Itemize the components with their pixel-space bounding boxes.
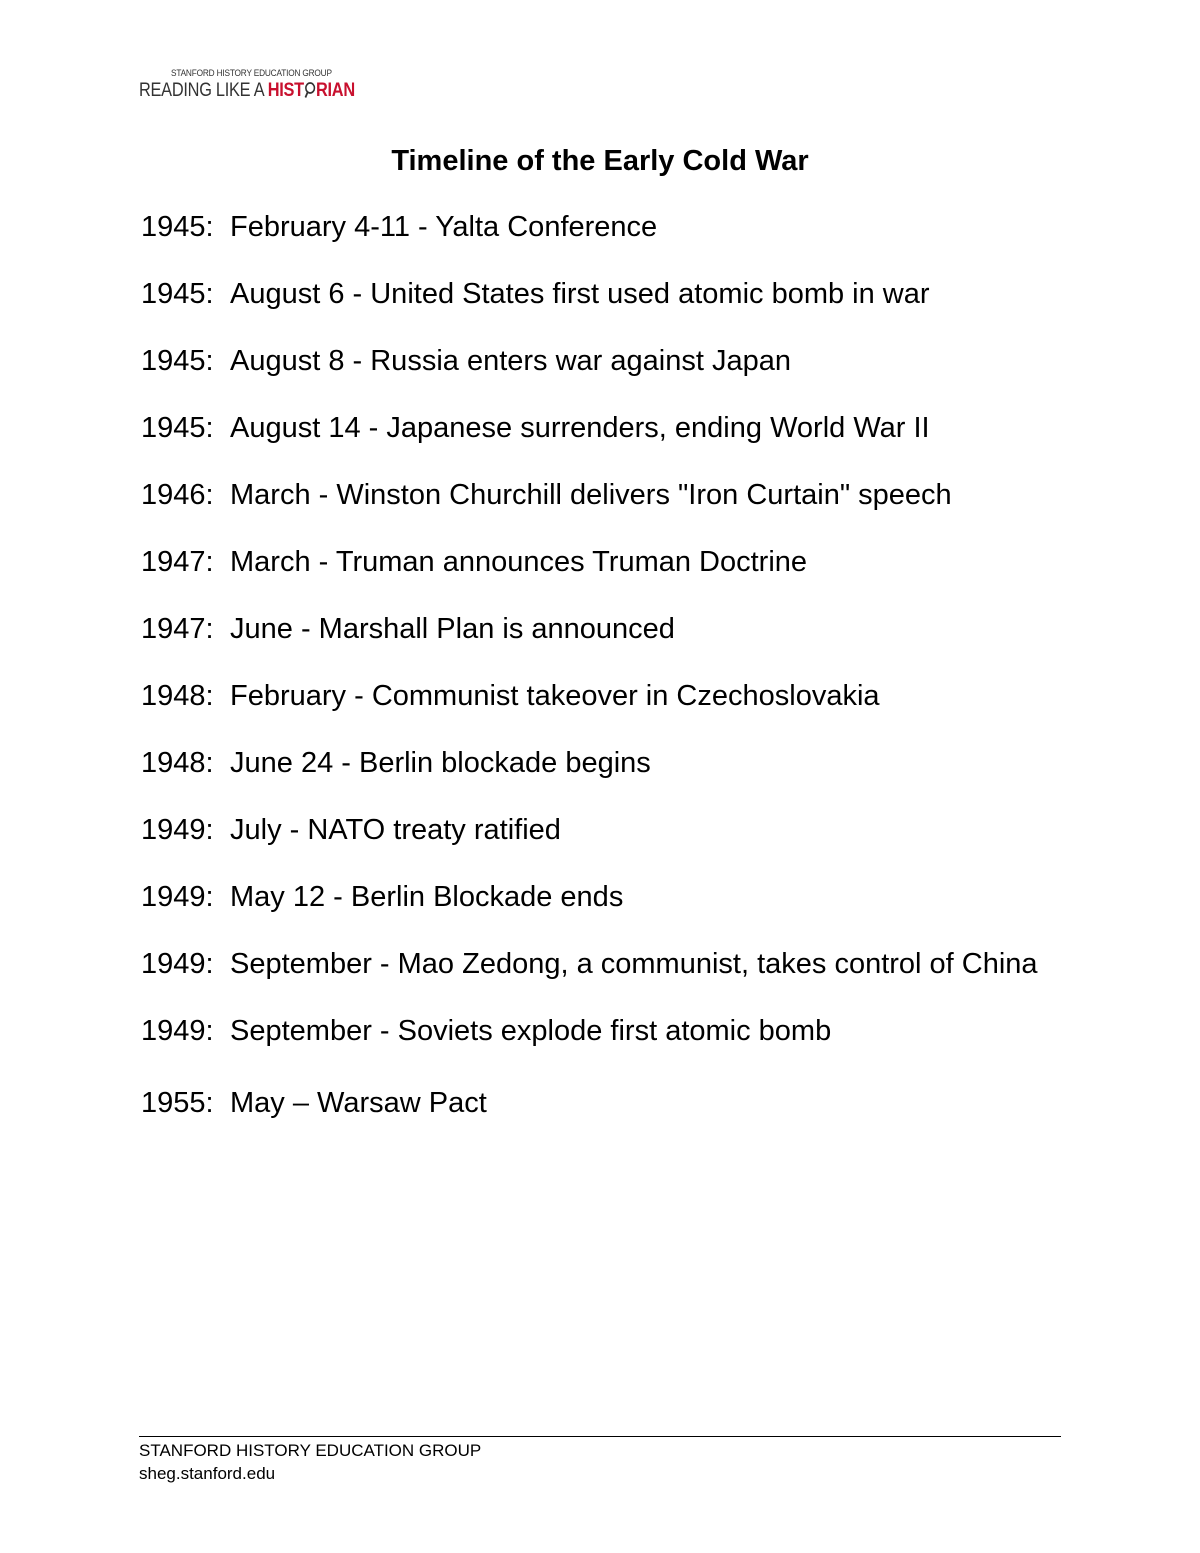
entry-year: 1955: bbox=[141, 1087, 214, 1119]
entry-text: August 6 - United States first used atomic bomb in war bbox=[230, 278, 930, 310]
footer-url: sheg.stanford.edu bbox=[139, 1464, 276, 1483]
footer-org: STANFORD HISTORY EDUCATION GROUP bbox=[139, 1441, 482, 1460]
entry-year: 1947: bbox=[141, 613, 214, 645]
logo-main-text bbox=[139, 80, 355, 102]
entry-text: February - Communist takeover in Czechoslovakia bbox=[230, 680, 880, 712]
entry-text: February 4-11 - Yalta Conference bbox=[230, 211, 658, 243]
timeline-entry bbox=[141, 343, 1041, 380]
entry-text: July - NATO treaty ratified bbox=[230, 814, 561, 846]
entry-year: 1946: bbox=[141, 479, 214, 511]
timeline-entry bbox=[141, 410, 1041, 447]
entry-year: 1947: bbox=[141, 546, 214, 578]
timeline-entry bbox=[141, 1013, 1041, 1050]
logo-red-text-1: HIST bbox=[267, 80, 304, 101]
page-title: Timeline of the Early Cold War bbox=[391, 145, 809, 177]
entry-text: June 24 - Berlin blockade begins bbox=[230, 747, 651, 779]
logo-top-text: STANFORD HISTORY EDUCATION GROUP bbox=[171, 68, 332, 78]
entry-year: 1949: bbox=[141, 814, 214, 846]
logo-red-text-2: RIAN bbox=[315, 80, 355, 101]
timeline-entry bbox=[141, 678, 1041, 715]
footer bbox=[139, 1439, 481, 1485]
entry-text: June - Marshall Plan is announced bbox=[230, 613, 675, 645]
entry-year: 1948: bbox=[141, 680, 214, 712]
entry-year: 1949: bbox=[141, 881, 214, 913]
entry-text: August 14 - Japanese surrenders, ending World War II bbox=[230, 412, 930, 444]
timeline-entry bbox=[141, 1085, 1041, 1122]
timeline-entry bbox=[141, 745, 1041, 782]
entry-text: May – Warsaw Pact bbox=[230, 1087, 487, 1119]
entry-year: 1945: bbox=[141, 278, 214, 310]
timeline-list bbox=[141, 209, 1041, 1122]
magnifying-glass-icon bbox=[304, 81, 316, 99]
entry-text: August 8 - Russia enters war against Japan bbox=[230, 345, 791, 377]
entry-text: September - Mao Zedong, a communist, takes control of China bbox=[230, 948, 1038, 980]
entry-text: March - Winston Churchill delivers "Iron Curtain" speech bbox=[230, 479, 952, 511]
entry-year: 1945: bbox=[141, 211, 214, 243]
entry-year: 1948: bbox=[141, 747, 214, 779]
timeline-entry bbox=[141, 544, 1041, 581]
entry-text: March - Truman announces Truman Doctrine bbox=[230, 546, 808, 578]
entry-text: May 12 - Berlin Blockade ends bbox=[230, 881, 624, 913]
timeline-entry bbox=[141, 209, 1041, 246]
timeline-entry bbox=[141, 879, 1041, 916]
timeline-entry bbox=[141, 477, 1041, 514]
timeline-entry bbox=[141, 946, 1041, 983]
timeline-entry bbox=[141, 611, 1041, 648]
entry-text: September - Soviets explode first atomic bomb bbox=[230, 1015, 832, 1047]
entry-year: 1945: bbox=[141, 412, 214, 444]
entry-year: 1949: bbox=[141, 1015, 214, 1047]
entry-year: 1945: bbox=[141, 345, 214, 377]
timeline-entry bbox=[141, 276, 1041, 313]
logo-dark-text: READING LIKE A bbox=[139, 80, 268, 101]
footer-divider bbox=[139, 1436, 1061, 1437]
entry-year: 1949: bbox=[141, 948, 214, 980]
timeline-entry bbox=[141, 812, 1041, 849]
